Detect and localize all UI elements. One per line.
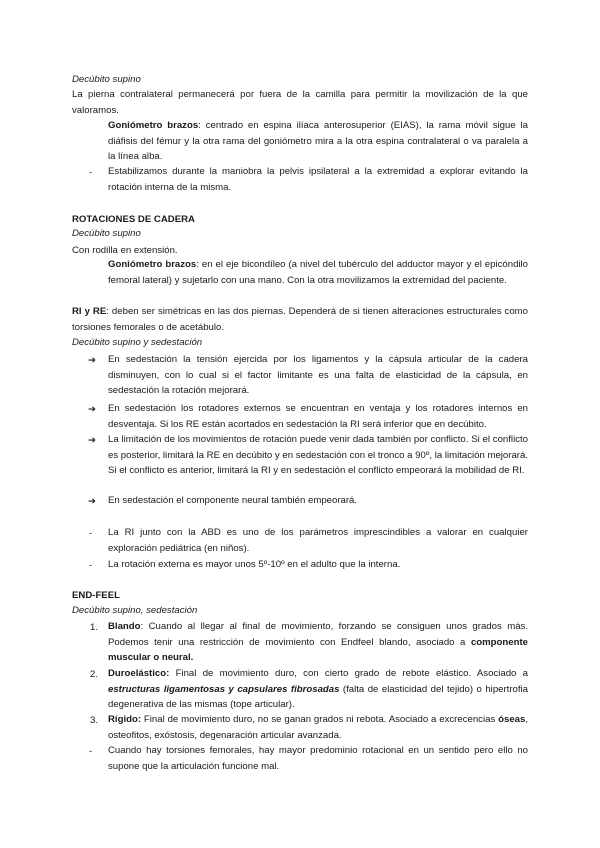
intro-goniometer-label: Goniómetro brazos — [108, 120, 199, 131]
rotaciones-subheading: Decúbito supino y sedestación — [72, 337, 203, 348]
endfeel-item — [108, 619, 528, 666]
arrow-bullet: ➔ — [88, 496, 97, 507]
rotaciones-heading: Decúbito supino — [72, 228, 141, 239]
endfeel-heading: Decúbito supino, sedestación — [72, 605, 198, 616]
endfeel-item-label: Blando — [108, 621, 141, 632]
rotaciones-dash-item: La RI junto con la ABD es uno de los parámetros imprescindibles a valorar en cualquier exploración pediátrica (en niños). — [108, 527, 528, 554]
endfeel-item-label: Rígido: — [108, 714, 142, 725]
dash-bullet: - — [89, 746, 93, 757]
intro-goniometer — [108, 118, 528, 165]
list-number: 1. — [90, 622, 99, 633]
list-number: 3. — [90, 715, 99, 726]
arrow-bullet: ➔ — [88, 404, 97, 415]
endfeel-item-text: : Cuando al llegar al final de movimiento, forzando se consiguen unos grados más. Podemos tenir una restricción de movimiento con Endfeel blando, asociado a — [108, 621, 528, 648]
dash-bullet: - — [89, 560, 93, 571]
ri-re-label: RI y RE — [72, 306, 107, 317]
rotaciones-ri-re — [72, 304, 528, 335]
intro-dash: - — [89, 167, 93, 178]
list-number: 2. — [90, 669, 99, 680]
rotaciones-line: Con rodilla en extensión. — [72, 245, 178, 256]
rotaciones-goniometer-label: Goniómetro brazos — [108, 259, 197, 270]
rotaciones-dash-item: La rotación externa es mayor unos 5º-10º en el adulto que la interna. — [108, 559, 401, 570]
arrow-item: En sedestación el componente neural también empeorará. — [108, 495, 358, 506]
endfeel-title: END-FEEL — [72, 590, 120, 601]
arrow-item: En sedestación los rotadores externos se encuentran en ventaja y los rotadores internos en desventaja. Si los RE están acortados en sedestación la RI será inferior que en decúbito. — [108, 403, 528, 430]
intro-goniometer-text: : centrado en espina ilíaca anterosuperior (EIAS), la rama móvil sigue la diáfisis del fémur y la otra rama del goniómetro mira a la otra espina contralateral o va paralela a la línea alba. — [108, 120, 529, 162]
endfeel-item-bold: componente muscular o neural. — [108, 636, 528, 663]
dash-bullet: - — [89, 528, 93, 539]
endfeel-dash-item: Cuando hay torsiones femorales, hay mayor predominio rotacional en un sentido pero ello no supone que la articulación funcione mal. — [108, 745, 528, 772]
endfeel-item-bold: estructuras ligamentosas y capsulares fibrosadas — [108, 683, 340, 695]
endfeel-item-text: Final de movimiento duro, con cierto grado de rebote elástico. Asociado a — [169, 668, 528, 679]
endfeel-item-post: , osteofitos, exóstosis, degenaración articular avanzada. — [108, 714, 528, 741]
arrow-item: La limitación de los movimientos de rotación puede venir dada también por conflicto. Si el conflicto es posterior, limitará la RE en decúbito y en sedestación con el tronco a 90º, la limitación mejorará. Si el conflicto es anterior, limitará la RI y en sedestación el conflicto empeorará la mobilidad de RI. — [108, 434, 528, 476]
rotaciones-goniometer — [108, 257, 528, 288]
arrow-item: En sedestación la tensión ejercida por los ligamentos y la cápsula articular de la cadera disminuyen, con lo cual si el factor limitante es una falta de elasticidad de la cápsula, en sedestación la rotación mejorará. — [108, 354, 528, 396]
endfeel-item-post: (falta de elasticidad del tejido) o hipertrofia degenerativa de las mismas (tope articular). — [108, 683, 529, 710]
endfeel-item — [108, 666, 528, 713]
rotaciones-title: ROTACIONES DE CADERA — [72, 214, 195, 225]
arrow-bullet: ➔ — [88, 355, 97, 366]
endfeel-item-label: Duroelástico: — [108, 668, 170, 679]
endfeel-item-bold: óseas — [498, 714, 526, 725]
intro-dash-item: Estabilizamos durante la maniobra la pelvis ipsilateral a la extremidad a explorar evitando la rotación interna de la misma. — [108, 166, 528, 193]
intro-paragraph: La pierna contralateral permanecerá por fuera de la camilla para permitir la movilización de la que valoramos. — [72, 89, 528, 116]
intro-heading: Decúbito supino — [72, 74, 141, 85]
rotaciones-goniometer-text: : en el eje bicondíleo (a nivel del tubérculo del adductor mayor y el epicóndilo femoral lateral) y sujetarlo con una mano. Con la otra movilizamos la extremidad del paciente. — [108, 259, 529, 286]
endfeel-item — [108, 712, 528, 743]
ri-re-text: : deben ser simétricas en las dos piernas. Dependerá de si tienen alteraciones estructurales como torsiones femorales o de acetábulo. — [72, 306, 528, 333]
arrow-bullet: ➔ — [88, 435, 97, 446]
endfeel-item-text: Final de movimiento duro, no se ganan grados ni rebota. Asociado a excrecencias — [141, 714, 499, 725]
